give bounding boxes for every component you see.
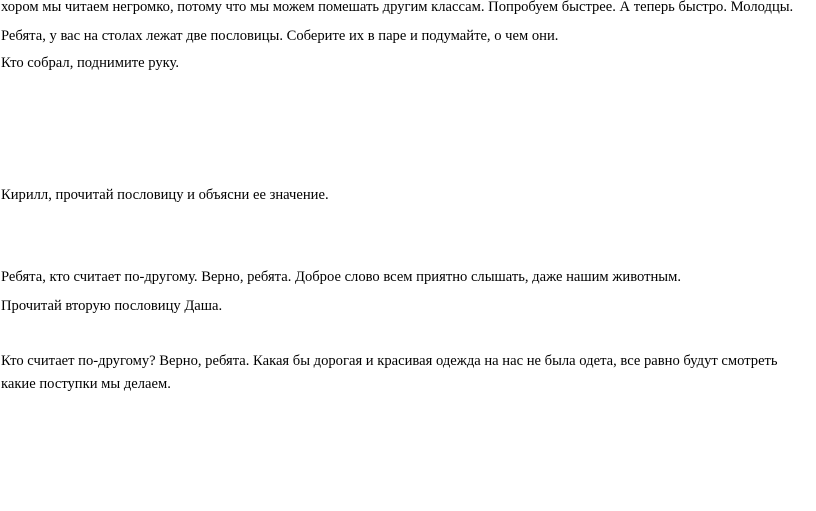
paragraph-clothes-deeds: Кто считает по-другому? Верно, ребята. Какая бы дорогая и красивая одежда на нас не была одета, все равно будут смотреть какие поступки мы делаем.	[1, 353, 778, 392]
paragraph-kirill-read: Кирилл, прочитай пословицу и объясни ее значение.	[1, 187, 329, 203]
paragraph-two-proverbs: Ребята, у вас на столах лежат две пословицы. Соберите их в паре и подумайте, о чем они.	[1, 28, 559, 44]
paragraph-raise-hand: Кто собрал, поднимите руку.	[1, 55, 180, 71]
paragraph-dasha-read: Прочитай вторую пословицу Даша.	[1, 298, 223, 314]
paragraph-kind-word: Ребята, кто считает по-другому. Верно, ребята. Доброе слово всем приятно слышать, даже нашим животным.	[1, 269, 681, 285]
paragraph-reading-quietly: хором мы читаем негромко, потому что мы можем помешать другим классам. Попробуем быстрее. А теперь быстро. Молодцы.	[1, 0, 794, 15]
